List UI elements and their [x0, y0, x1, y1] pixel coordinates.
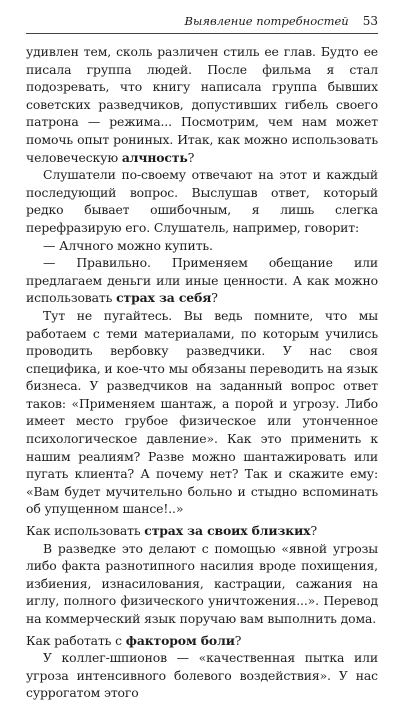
bold-term: алчность [121, 149, 188, 165]
running-header [26, 14, 378, 34]
body-text [26, 43, 378, 702]
paragraph: У коллег-шпионов — «качественная пытка или угроза интенсивного болевого воздействия». У нас суррогатом этого [26, 650, 378, 701]
dialogue-line: — Правильно. Применяем обещание или предлагаем деньги или иные ценности. А как можно использовать страх за себя? [26, 255, 378, 306]
paragraph: Тут не пугайтесь. Вы ведь помните, что мы работаем с теми материалами, по которым учились проводить вербовку разведчики. У нас своя специфика, и кое-что мы обязаны переводить на язык бизнеса. У разведчиков на заданный вопрос ответ таков: «Применяем шантаж, а порой и угрозу. Либо имеет место грубое физическое или утонченное психологическое давление». Как это применить к нашим реалиям? Разве можно шантажировать или пугать клиента? А почему нет? Так и скажите ему: «Вам будет мучительно больно и стыдно вспоминать об упущенном шансе!..» [26, 307, 378, 517]
paragraph: Слушатели по-своему отвечают на этот и каждый последующий вопрос. Выслушав ответ, который редко бывает ошибочным, я лишь слегка перефразирую его. Слушатель, например, говорит: [26, 167, 378, 235]
page-number: 53 [362, 14, 378, 28]
chapter-title: Выявление потребностей [184, 14, 349, 28]
paragraph: удивлен тем, сколь различен стиль ее глав. Будто ее писала группа людей. После фильма я стал подозревать, что книгу написала группа бывших советских разведчиков, допустивших гибель своего патрона — режима... Посмотрим, чем нам может помочь опыт рониных. Итак, как можно использовать человеческую алчность? [26, 44, 378, 165]
question-heading: Как работать с фактором боли? [26, 632, 242, 648]
paragraph: В разведке это делают с помощью «явной угрозы либо факта разнотипного насилия вроде похищения, избиения, изнасилования, кастрации, сажания на иглу, полного физического уничтожения...». Перевод на коммерческий язык поручаю вам выполнить дома. [26, 540, 378, 626]
bold-term: страх за себя [116, 290, 212, 306]
bold-term: страх за своих близких [144, 523, 311, 539]
bold-term: фактором боли [125, 632, 235, 648]
dialogue-line: — Алчного можно купить. [43, 237, 213, 253]
book-page [26, 14, 378, 702]
question-heading: Как использовать страх за своих близких? [26, 523, 317, 539]
